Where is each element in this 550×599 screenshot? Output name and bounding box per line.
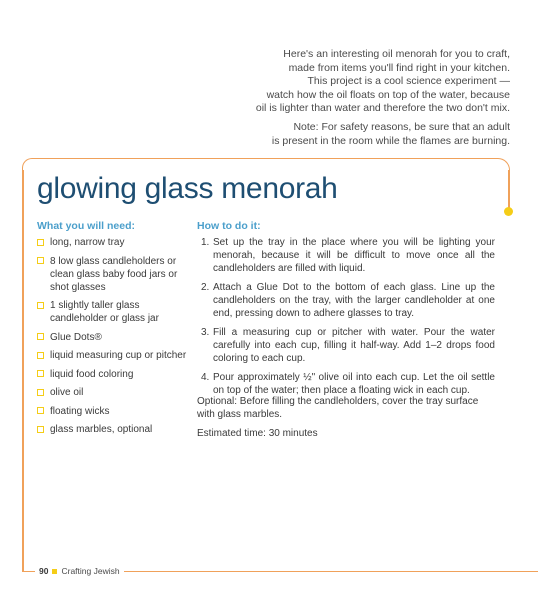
list-item [37,349,187,362]
instructions-heading: How to do it: [197,220,261,232]
intro-line: is present in the room while the flames are burning. [271,134,510,147]
intro-line: Here's an interesting oil menorah for you to craft, [283,48,510,60]
list-item-text: 8 low glass candleholders or clean glass baby food jars or shot glasses [50,255,178,293]
list-item-text: glass marbles, optional [50,424,153,435]
step-item [197,281,495,320]
intro-line: Note: For safety reasons, be sure that an adult [293,120,510,133]
needs-heading: What you will need: [37,220,136,232]
list-item-text: olive oil [50,387,84,398]
step-text: Pour approximately ½" olive oil into each cup. Let the oil settle on top of the water; then place a floating wick in each cup. [213,372,495,396]
list-item [37,236,187,249]
list-item [37,405,187,418]
optional-note: Optional: Before filling the candleholders, cover the tray surface with glass marbles. [197,396,479,420]
checkbox-square-icon [37,407,44,414]
intro-line: This project is a cool science experiment — [307,75,510,88]
list-item-text: 1 slightly taller glass candleholder or glass jar [50,300,159,324]
estimated-time: Estimated time: 30 minutes [197,428,318,439]
book-title: Crafting Jewish [61,566,120,576]
checkbox-square-icon [37,389,44,396]
step-number: 2. [201,282,210,293]
yellow-square-icon [52,569,57,574]
step-item [197,236,495,275]
intro-line: made from items you'll find right in your kitchen. [288,61,510,74]
intro-line: oil is lighter than water and therefore the two don't mix. [255,102,510,115]
intro-line: watch how the oil floats on top of the water, because [266,88,510,101]
step-number: 1. [201,237,210,248]
list-item-text: liquid measuring cup or pitcher [50,350,187,361]
page-title: glowing glass menorah [37,172,338,205]
list-item [37,255,187,294]
step-number: 3. [201,327,210,338]
checkbox-square-icon [37,426,44,433]
page-number: 90 [39,566,49,576]
materials-list [37,236,187,442]
step-item [197,326,495,365]
checkbox-square-icon [37,239,44,246]
list-item-text: liquid food coloring [50,368,134,380]
list-item [37,331,187,344]
list-item-text: long, narrow tray [50,237,125,248]
checkbox-square-icon [37,370,44,377]
checkbox-square-icon [37,257,44,264]
safety-note [180,121,510,148]
frame-border-left [22,170,24,572]
intro-paragraph [180,48,510,116]
intro-text [180,48,510,153]
yellow-dot-decoration [504,207,513,216]
list-item [37,299,187,325]
step-item [197,371,495,397]
page-footer [35,566,124,576]
step-text: Attach a Glue Dot to the bottom of each glass. Line up the candleholders on the tray, with the larger candleholder at one end, pressing down to adhere glasses to tray. [213,282,495,319]
step-number: 4. [201,372,210,383]
checkbox-square-icon [37,302,44,309]
instructions-list [197,236,495,403]
checkbox-square-icon [37,352,44,359]
step-text: Fill a measuring cup or pitcher with water. Pour the water carefully into each cup, filling it half-way. Add 1–2 drops food coloring to each cup. [213,327,495,364]
list-item [37,423,187,436]
frame-border-right [508,170,510,210]
list-item [37,386,187,399]
list-item-text: Glue Dots® [50,331,102,343]
checkbox-square-icon [37,333,44,340]
step-text: Set up the tray in the place where you will be lighting your menorah, because it will be difficult to move once all the candleholders are filled with liquid. [213,237,495,274]
list-item [37,368,187,381]
list-item-text: floating wicks [50,405,110,417]
